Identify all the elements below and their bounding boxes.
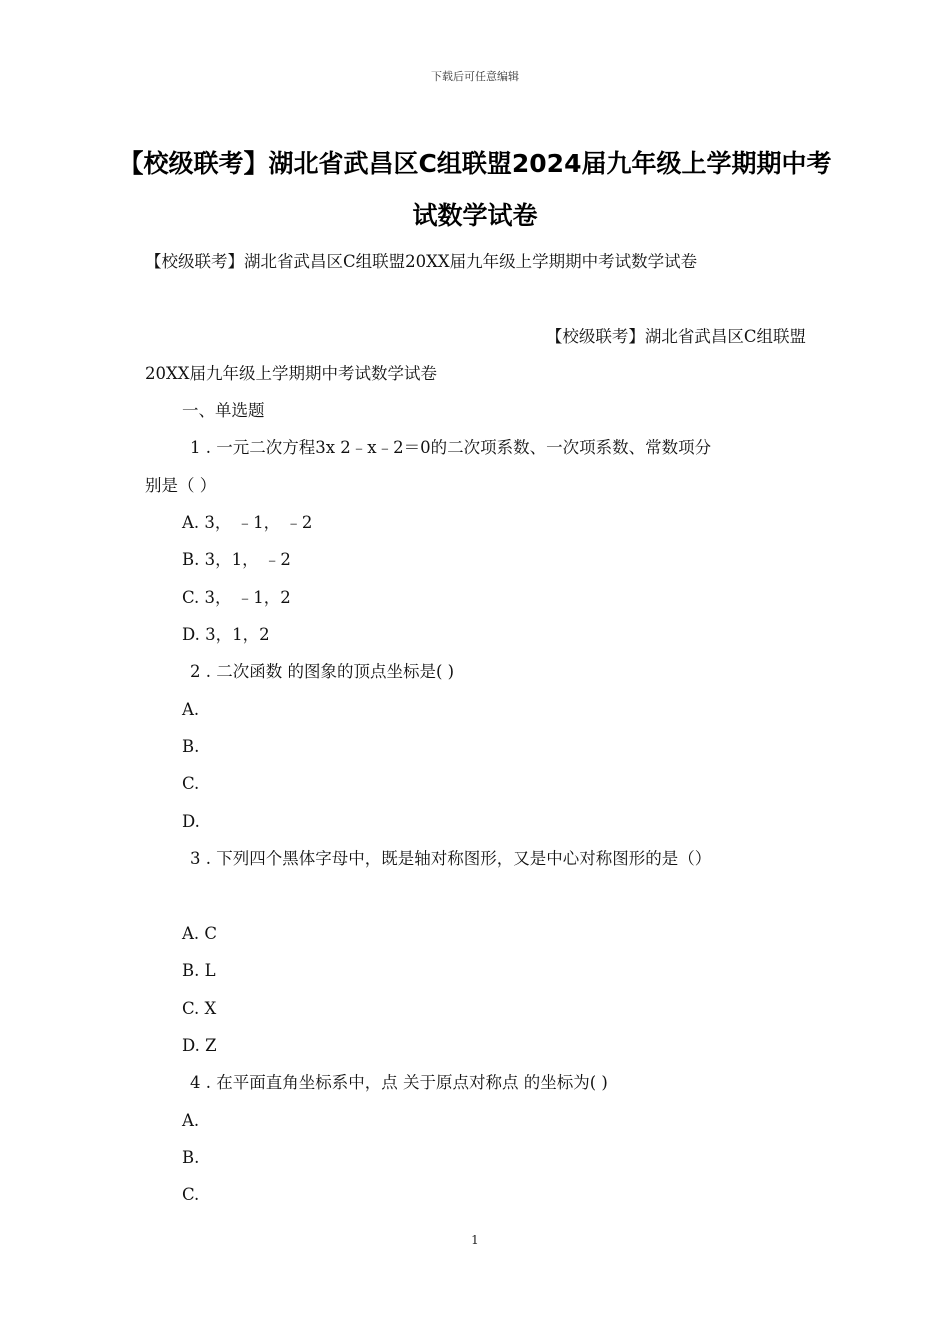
question-4-option-a: A.: [182, 1111, 200, 1130]
page-number: 1: [471, 1233, 479, 1247]
question-1-option-d: D. 3，1，2: [182, 625, 270, 644]
question-3-option-d: D. Z: [182, 1036, 217, 1055]
question-1-option-a: A. 3， ﹣1， ﹣2: [182, 513, 313, 532]
question-3-option-a: A. C: [182, 924, 218, 943]
document-subtitle: 【校级联考】湖北省武昌区C组联盟20XX届九年级上学期期中考试数学试卷: [145, 252, 698, 271]
section-title: 一、单选题: [182, 401, 265, 420]
question-3-option-b: B. L: [182, 961, 216, 980]
header-note: 下载后可任意编辑: [431, 70, 519, 83]
question-3-stem: 3 . 下列四个黑体字母中，既是轴对称图形，又是中心对称图形的是（）: [190, 849, 712, 868]
document-title: 【校级联考】湖北省武昌区C组联盟2024届九年级上学期期中考试数学试卷: [118, 149, 832, 230]
question-3-option-c: C. X: [182, 999, 217, 1018]
heading-right-aligned: 【校级联考】湖北省武昌区C组联盟: [545, 327, 806, 346]
question-2-option-a: A.: [182, 700, 200, 719]
question-2-option-b: B.: [182, 737, 200, 756]
question-1-stem: 1 . 一元二次方程3x 2﹣x﹣2＝0的二次项系数、一次项系数、常数项分: [190, 438, 712, 457]
question-2-option-d: D.: [182, 812, 200, 831]
question-4-option-b: B.: [182, 1148, 200, 1167]
question-2-option-c: C.: [182, 774, 200, 793]
question-1-option-c: C. 3， ﹣1，2: [182, 588, 291, 607]
heading-continuation: 20XX届九年级上学期期中考试数学试卷: [145, 364, 437, 383]
question-1-option-b: B. 3，1， ﹣2: [182, 550, 291, 569]
question-4-option-c: C.: [182, 1185, 200, 1204]
question-4-stem: 4 . 在平面直角坐标系中，点 关于原点对称点 的坐标为( ): [190, 1073, 608, 1092]
question-1-stem-cont: 别是（ ）: [145, 476, 217, 495]
question-2-stem: 2 . 二次函数 的图象的顶点坐标是( ): [190, 662, 455, 681]
